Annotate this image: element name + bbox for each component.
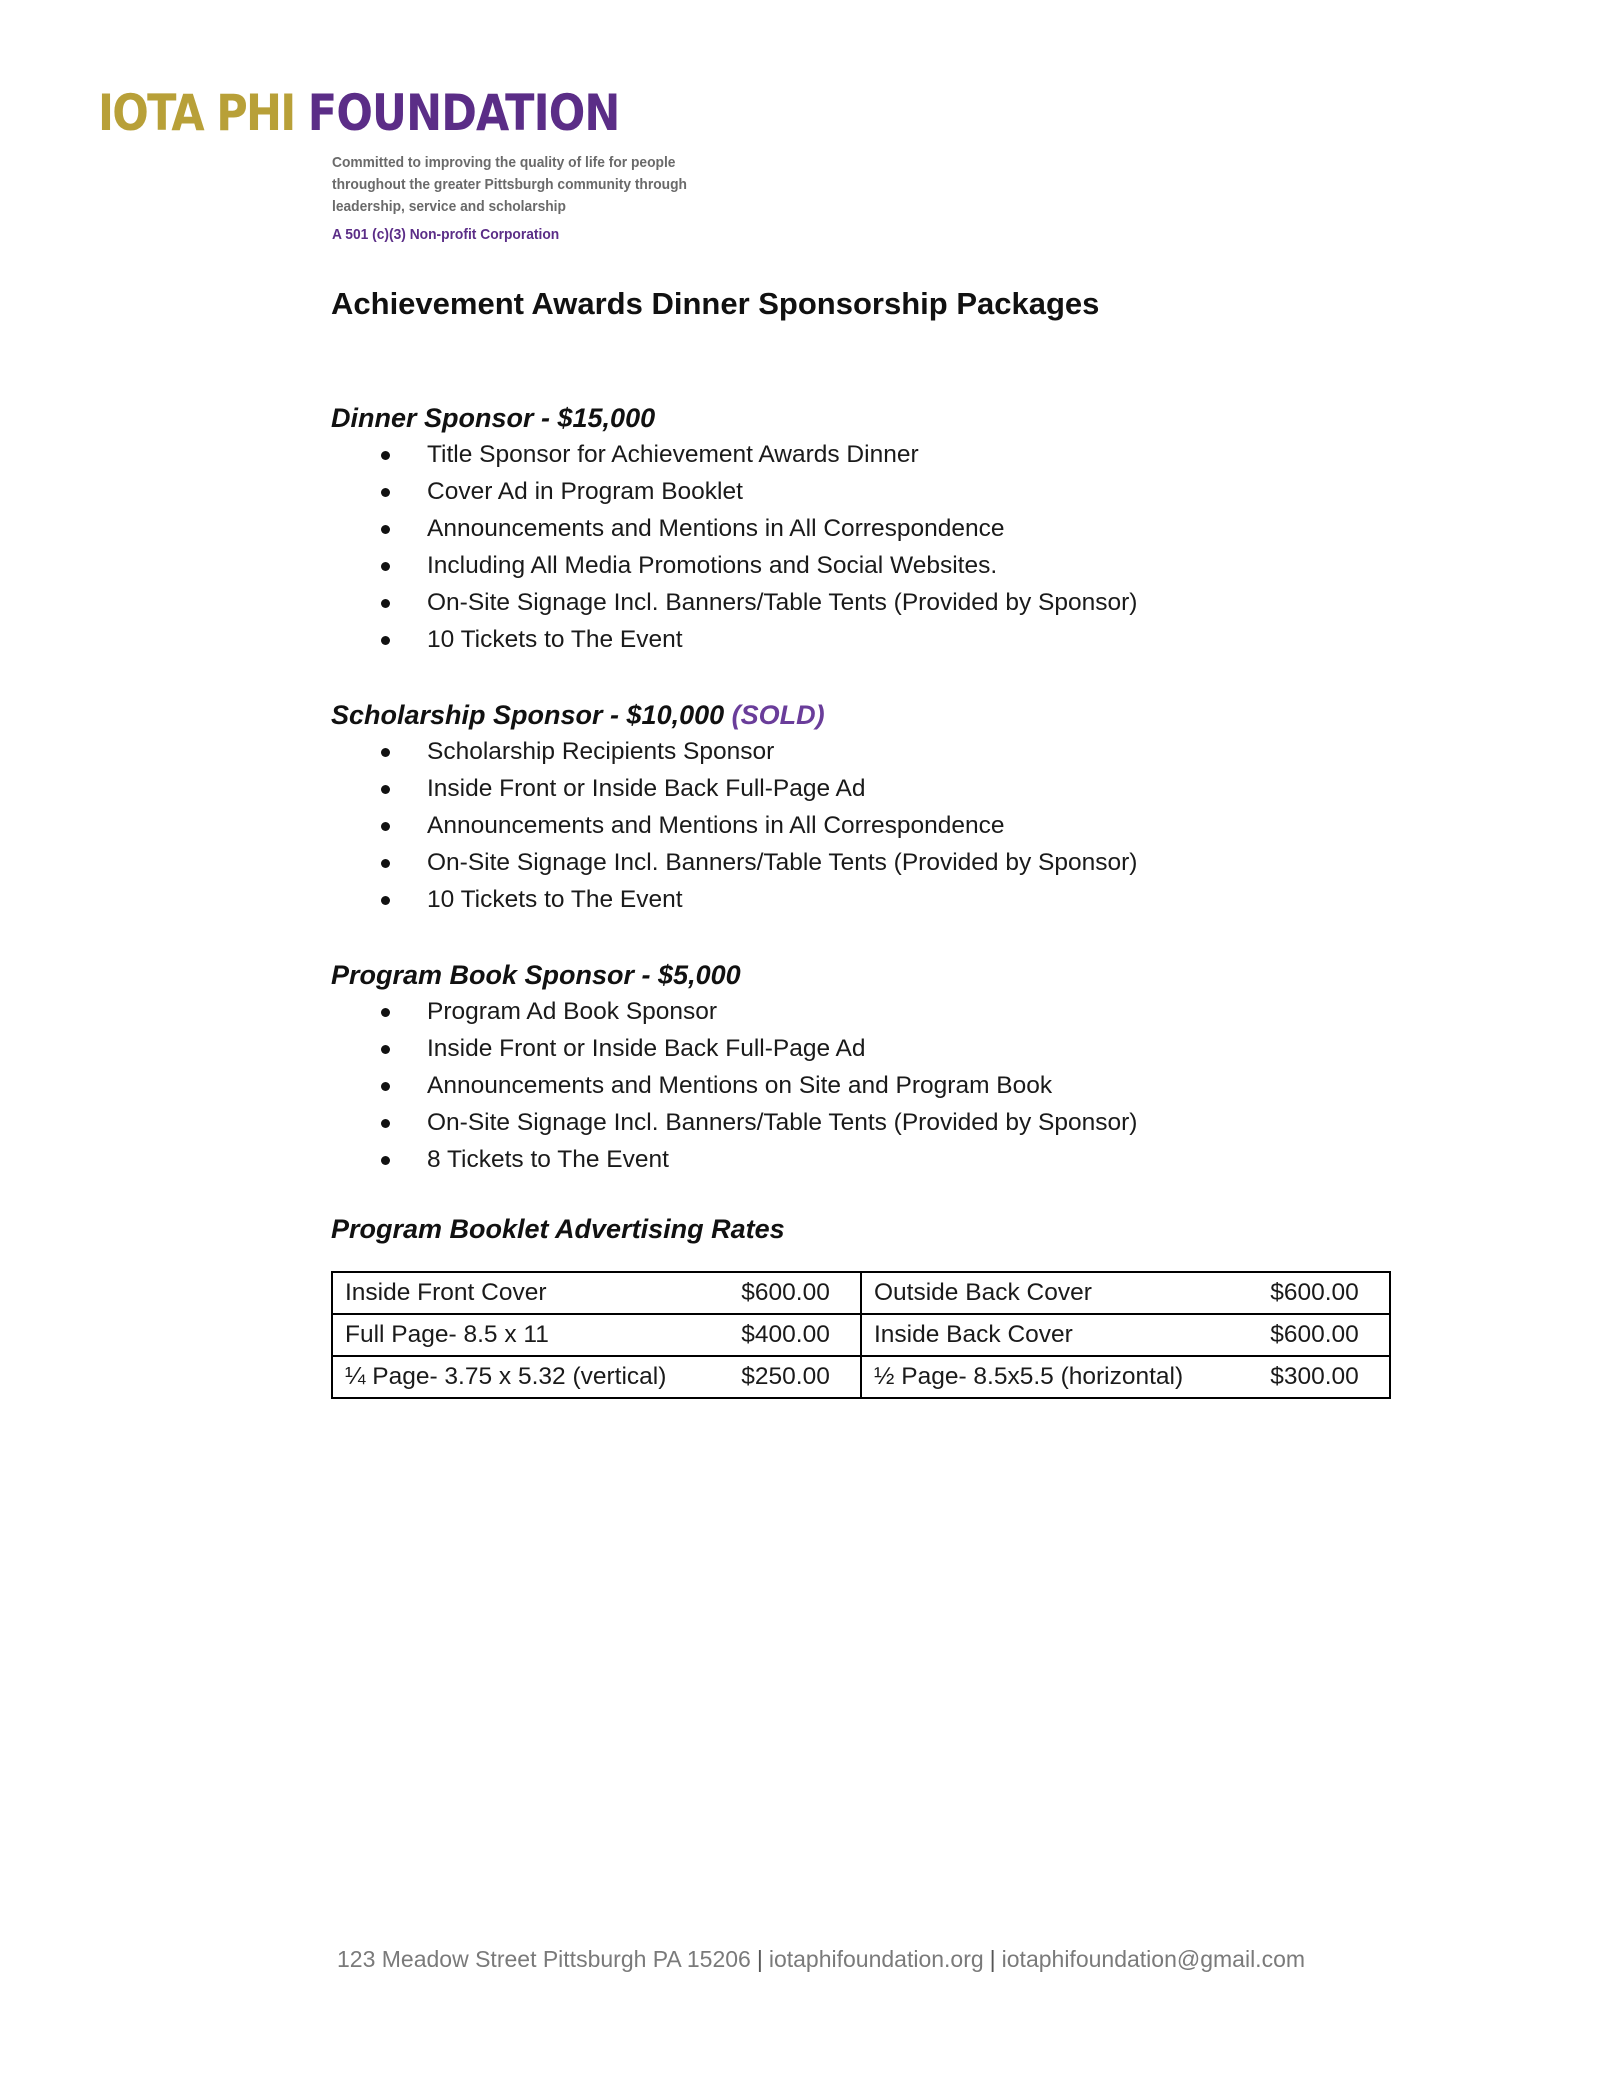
table-cell-label: Inside Back Cover [861, 1314, 1258, 1356]
list-item: Including All Media Promotions and Social Websites. [331, 547, 1137, 584]
divider: | [989, 1946, 996, 1972]
list-item: On-Site Signage Incl. Banners/Table Tents (Provided by Sponsor) [331, 1104, 1137, 1141]
bullet-icon [381, 1119, 390, 1128]
bullet-icon [381, 599, 390, 608]
table-cell-label: ¼ Page- 3.75 x 5.32 (vertical) [332, 1356, 729, 1398]
package-dinner-sponsor [331, 400, 1137, 658]
package-benefits-list [331, 993, 1137, 1178]
list-item: Program Ad Book Sponsor [331, 993, 1137, 1030]
bullet-icon [381, 785, 390, 794]
bullet-icon [381, 451, 390, 460]
bullet-icon [381, 748, 390, 757]
list-item: Scholarship Recipients Sponsor [331, 733, 1137, 770]
list-item: 10 Tickets to The Event [331, 621, 1137, 658]
package-benefits-list [331, 436, 1137, 658]
package-heading: Scholarship Sponsor - $10,000 (SOLD) [331, 700, 825, 730]
bullet-icon [381, 859, 390, 868]
table-cell-label: Full Page- 8.5 x 11 [332, 1314, 729, 1356]
list-item: Cover Ad in Program Booklet [331, 473, 1137, 510]
tagline-line: throughout the greater Pittsburgh community through [332, 176, 687, 193]
rates-heading: Program Booklet Advertising Rates [331, 1214, 785, 1244]
footer-email-link[interactable]: iotaphifoundation@gmail.com [1001, 1946, 1306, 1972]
package-heading: Dinner Sponsor - $15,000 [331, 403, 656, 433]
table-row [332, 1272, 1390, 1314]
bullet-icon [381, 822, 390, 831]
list-item: On-Site Signage Incl. Banners/Table Tents (Provided by Sponsor) [331, 844, 1137, 881]
table-cell-label: Outside Back Cover [861, 1272, 1258, 1314]
table-cell-price: $400.00 [729, 1314, 861, 1356]
list-item: Inside Front or Inside Back Full-Page Ad [331, 1030, 1137, 1067]
table-cell-price: $600.00 [729, 1272, 861, 1314]
table-cell-price: $300.00 [1258, 1356, 1390, 1398]
list-item: Inside Front or Inside Back Full-Page Ad [331, 770, 1137, 807]
bullet-icon [381, 562, 390, 571]
table-cell-label: ½ Page- 8.5x5.5 (horizontal) [861, 1356, 1258, 1398]
table-cell-label: Inside Front Cover [332, 1272, 729, 1314]
list-item: Announcements and Mentions in All Correspondence [331, 510, 1137, 547]
logo-iota-phi: IOTA PHI [98, 84, 295, 142]
sold-badge: (SOLD) [731, 700, 825, 730]
footer-address: 123 Meadow Street Pittsburgh PA 15206 [337, 1946, 751, 1972]
table-cell-price: $600.00 [1258, 1272, 1390, 1314]
bullet-icon [381, 636, 390, 645]
tagline-line: leadership, service and scholarship [332, 198, 566, 215]
table-row [332, 1356, 1390, 1398]
tagline [332, 152, 718, 218]
footer-contact [337, 1946, 1305, 1973]
logo-foundation: FOUNDATION [307, 84, 620, 142]
footer-website-link[interactable]: iotaphifoundation.org [768, 1946, 984, 1972]
advertising-rates-table [331, 1271, 1391, 1399]
package-heading: Program Book Sponsor - $5,000 [331, 960, 741, 990]
list-item: Announcements and Mentions in All Correspondence [331, 807, 1137, 844]
bullet-icon [381, 1082, 390, 1091]
bullet-icon [381, 896, 390, 905]
list-item: 8 Tickets to The Event [331, 1141, 1137, 1178]
page-title: Achievement Awards Dinner Sponsorship Packages [331, 286, 1100, 321]
tagline-line: Committed to improving the quality of life for people [332, 154, 676, 171]
package-scholarship-sponsor [331, 697, 1137, 918]
list-item: On-Site Signage Incl. Banners/Table Tents (Provided by Sponsor) [331, 584, 1137, 621]
list-item: Announcements and Mentions on Site and Program Book [331, 1067, 1137, 1104]
divider: | [756, 1946, 763, 1972]
bullet-icon [381, 1156, 390, 1165]
bullet-icon [381, 525, 390, 534]
list-item: 10 Tickets to The Event [331, 881, 1137, 918]
table-row [332, 1314, 1390, 1356]
nonprofit-status: A 501 (c)(3) Non-profit Corporation [332, 226, 560, 243]
bullet-icon [381, 1008, 390, 1017]
table-cell-price: $250.00 [729, 1356, 861, 1398]
package-benefits-list [331, 733, 1137, 918]
foundation-logo [98, 84, 704, 142]
bullet-icon [381, 1045, 390, 1054]
table-cell-price: $600.00 [1258, 1314, 1390, 1356]
bullet-icon [381, 488, 390, 497]
package-program-book-sponsor [331, 957, 1137, 1178]
list-item: Title Sponsor for Achievement Awards Dinner [331, 436, 1137, 473]
